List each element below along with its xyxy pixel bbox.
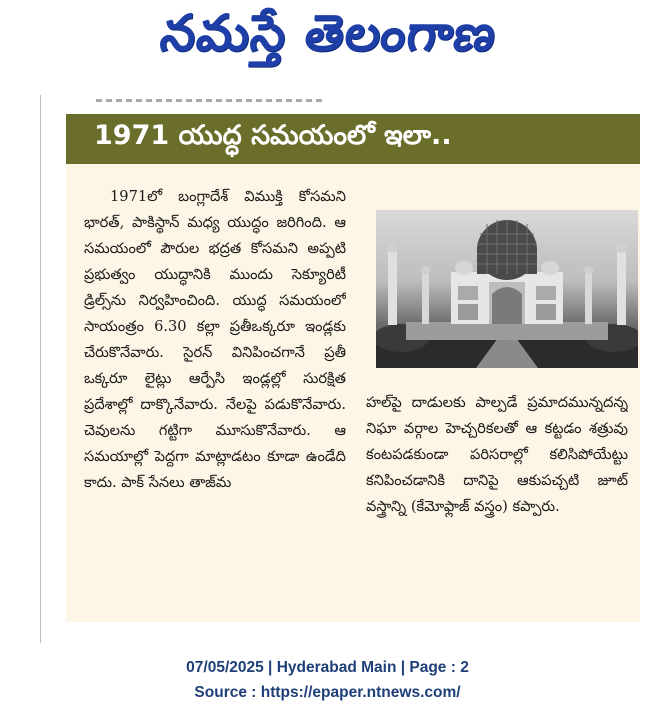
footer-source: Source : https://epaper.ntnews.com/: [194, 684, 461, 701]
newspaper-logo: నమస్తే తెలంగాణ: [156, 3, 501, 62]
page-scan-artifact: [96, 99, 326, 102]
masthead: [0, 0, 655, 78]
taj-mahal-photo: [376, 210, 638, 368]
article-body-left: 1971లో బంగ్లాదేశ్ విముక్తి కోసమని భారత్, పాకిస్థాన్ మధ్య యుద్ధం జరిగింది. ఆ సమయంలో పౌరుల భద్రత కోసమని అప్పటి ప్రభుత్వం యుద్ధానికి ముందు సెక్యూరిటీ డ్రిల్స్‌ను నిర్వహించింది. యుద్ధ సమయంలో సాయంత్రం 6.30 కల్లా ప్రతీఒక్కరూ ఇండ్లకు చేరుకొనేవారు. సైరన్ వినిపించగానే ప్రతీ ఒక్కరూ లైట్లు ఆర్పేసి ఇండ్లల్లో సురక్షిత ప్రదేశాల్లో దాక్కొనేవారు. నేలపై పడుకొనేవారు. చెవులను గట్టిగా మూసుకొనేవారు. ఆ సమయాల్లో పెద్దగా మాట్లాడటం కూడా ఉండేది కాదు. పాక్ సేనలు తాజ్‌మ: [84, 188, 346, 491]
article-clipping: [66, 114, 640, 622]
headline-bar: [66, 114, 640, 164]
column-divider: [40, 95, 41, 643]
taj-mahal-camouflaged-image: [376, 210, 638, 368]
article-headline: 1971 యుద్ధ సమయంలో ఇలా..: [94, 120, 452, 151]
article-body-right: హల్‌పై దాడులకు పాల్పడే ప్రమాదమున్నదన్న నిఘా వర్గాల హెచ్చరికలతో ఆ కట్టడం శత్రువు కంటపడకుండా పరిసరాల్లో కలిసిపోయేట్టు కనిపించడానికి దానిపై ఆకుపచ్చటి జూట్ వస్త్రాన్ని (కేమోఫ్లాజ్ వస్త్రం) కప్పారు.: [366, 394, 628, 515]
footer-date-edition: 07/05/2025 | Hyderabad Main | Page : 2: [186, 659, 469, 676]
